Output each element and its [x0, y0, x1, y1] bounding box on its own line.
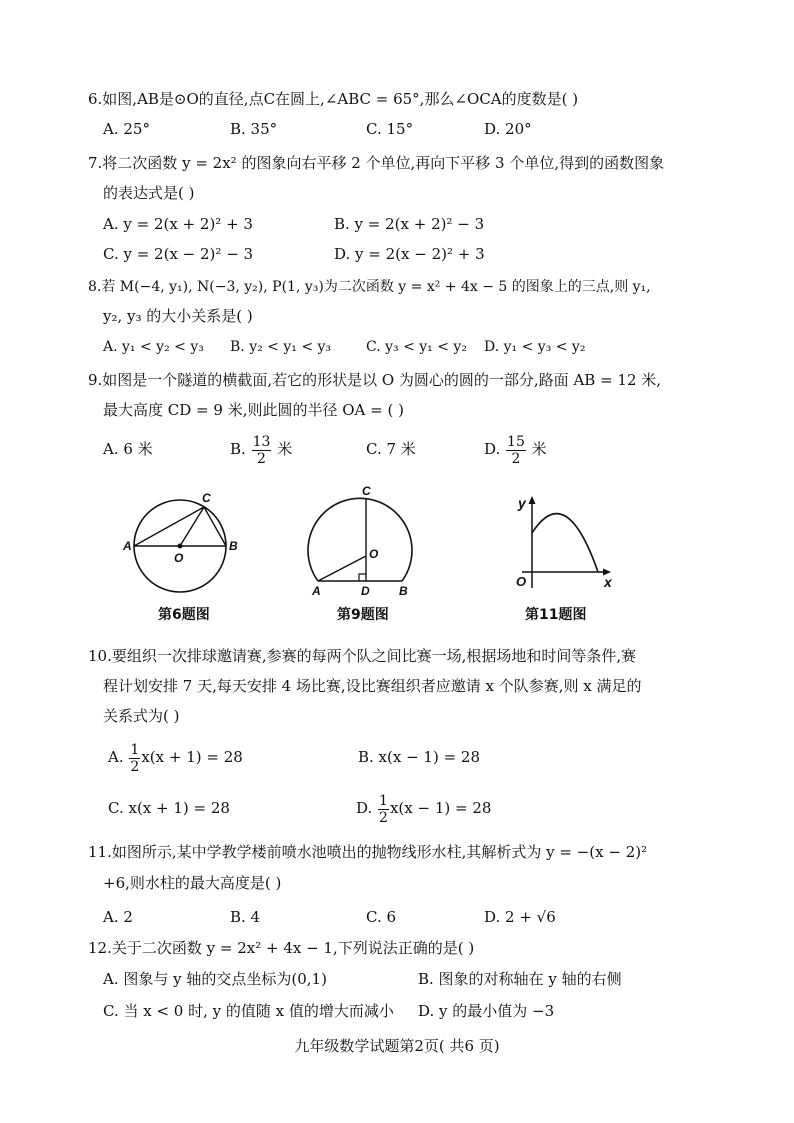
page-footer: 九年级数学试题第2页( 共6 页) [294, 1037, 500, 1055]
q8-stem-line1: 8.若 M(−4, y₁), N(−3, y₂), P(1, y₃)为二次函数 y = x² + 4x − 5 的图象上的三点,则 y₁, [88, 279, 651, 295]
q8-option-d: D. y₁ < y₃ < y₂ [484, 339, 586, 355]
q12-option-a: A. 图象与 y 轴的交点坐标为(0,1) [103, 970, 327, 988]
fig6-segment-ac [134, 507, 204, 546]
fig11-caption: 第11题图 [525, 607, 587, 623]
q9-option-d-prefix: D. [484, 440, 501, 458]
q10-option-a-prefix: A. [108, 748, 124, 766]
q10-option-d-rest: x(x − 1) = 28 [389, 799, 492, 817]
q12-stem: 12.关于二次函数 y = 2x² + 4x − 1,下列说法正确的是( ) [88, 939, 475, 957]
q9-option-d-num: 15 [507, 433, 525, 450]
q8-option-c: C. y₃ < y₁ < y₂ [366, 339, 467, 355]
fig6-label-a: A [123, 539, 132, 553]
q9-option-b-fraction [252, 434, 272, 467]
fig9-label-c: C [362, 484, 371, 498]
fig11-label-o: O [516, 574, 527, 589]
fig9-right-angle-mark [359, 574, 366, 581]
q7-stem-line1: 7.将二次函数 y = 2x² 的图象向右平移 2 个单位,再向下平移 3 个单位,得到的函数图象 [88, 154, 665, 172]
fig6-label-o: O [174, 551, 184, 565]
q7-option-a: A. y = 2(x + 2)² + 3 [103, 215, 253, 233]
fig11-label-x: x [604, 574, 612, 590]
q11-stem-line1: 11.如图所示,某中学教学楼前喷水池喷出的抛物线形水柱,其解析式为 y = −(x − 2)² [88, 843, 648, 861]
q9-option-d-fraction [506, 434, 526, 467]
q9-option-a: A. 6 米 [103, 440, 153, 458]
fig6-segment-oc [180, 507, 204, 546]
fig9-label-a: A [312, 584, 321, 598]
q6-option-c: C. 15° [366, 120, 414, 138]
q10-stem-line1: 10.要组织一次排球邀请赛,参赛的每两个队之间比赛一场,根据场地和时间等条件,赛 [88, 647, 637, 665]
fig9-arc [308, 498, 412, 581]
q9-option-b-prefix: B. [230, 440, 246, 458]
fig6-label-c: C [202, 491, 211, 505]
figure-6 [118, 488, 248, 600]
q10-stem-line3: 关系式为( ) [103, 707, 180, 725]
fig11-y-arrow [529, 496, 536, 504]
q10-option-d-num: 1 [379, 792, 388, 809]
q12-option-b: B. 图象的对称轴在 y 轴的右侧 [418, 970, 622, 988]
q10-option-c: C. x(x + 1) = 28 [108, 799, 230, 817]
q7-option-c: C. y = 2(x − 2)² − 3 [103, 245, 254, 263]
q11-option-c: C. 6 [366, 908, 397, 926]
q6-option-b: B. 35° [230, 120, 278, 138]
q11-stem-line2: +6,则水柱的最大高度是( ) [103, 874, 282, 892]
fig11-parabola [532, 514, 598, 572]
q10-option-a-den: 2 [130, 758, 140, 775]
fig9-caption: 第9题图 [337, 607, 389, 623]
q9-option-d-unit: 米 [531, 440, 547, 458]
q10-option-a [108, 735, 243, 779]
figure-11 [510, 488, 620, 598]
fig9-label-b: B [399, 584, 408, 598]
q9-option-b-num: 13 [252, 433, 271, 450]
q10-option-d [356, 786, 491, 830]
q11-option-d: D. 2 + √6 [484, 908, 556, 926]
q10-stem-line2: 程计划安排 7 天,每天安排 4 场比赛,设比赛组织者应邀请 x 个队参赛,则 x 满足的 [103, 677, 642, 695]
q9-stem-line2: 最大高度 CD = 9 米,则此圆的半径 OA = ( ) [103, 401, 404, 419]
q9-option-b-unit: 米 [277, 440, 293, 458]
q7-option-d: D. y = 2(x − 2)² + 3 [334, 245, 485, 263]
q8-option-a: A. y₁ < y₂ < y₃ [103, 339, 204, 355]
q10-option-a-fraction [129, 742, 140, 775]
fig6-center-dot [178, 544, 183, 549]
q8-option-b: B. y₂ < y₁ < y₃ [230, 339, 332, 355]
q10-option-d-fraction [378, 793, 389, 826]
q10-option-d-prefix: D. [356, 799, 373, 817]
q9-option-d [484, 427, 547, 471]
q10-option-a-num: 1 [130, 741, 140, 758]
q12-option-c: C. 当 x < 0 时, y 的值随 x 值的增大而减小 [103, 1002, 394, 1020]
q10-option-b: B. x(x − 1) = 28 [358, 748, 481, 766]
fig6-label-b: B [229, 539, 238, 553]
q12-option-d: D. y 的最小值为 −3 [418, 1002, 555, 1020]
fig6-caption: 第6题图 [158, 607, 210, 623]
fig11-label-y: y [518, 495, 526, 511]
q8-stem-line2: y₂, y₃ 的大小关系是( ) [103, 307, 253, 325]
q11-option-a: A. 2 [103, 908, 133, 926]
q10-option-d-den: 2 [379, 809, 388, 826]
q6-option-d: D. 20° [484, 120, 532, 138]
q11-option-b: B. 4 [230, 908, 261, 926]
q7-stem-line2: 的表达式是( ) [103, 184, 195, 202]
q7-option-b: B. y = 2(x + 2)² − 3 [334, 215, 485, 233]
fig9-label-o: O [369, 547, 379, 561]
q6-option-a: A. 25° [103, 120, 150, 138]
q9-option-b [230, 427, 292, 471]
q9-option-c: C. 7 米 [366, 440, 416, 458]
q10-option-a-rest: x(x + 1) = 28 [141, 748, 243, 766]
figure-9 [298, 484, 428, 600]
q9-stem-line1: 9.如图是一个隧道的横截面,若它的形状是以 O 为圆心的圆的一部分,路面 AB = 12 米, [88, 371, 662, 389]
q6-stem: 6.如图,AB是⊙O的直径,点C在圆上,∠ABC = 65°,那么∠OCA的度数是( ) [88, 90, 579, 108]
q9-option-b-den: 2 [257, 450, 266, 467]
fig9-label-d: D [361, 584, 370, 598]
q9-option-d-den: 2 [511, 450, 521, 467]
fig6-segment-bc [204, 507, 226, 546]
